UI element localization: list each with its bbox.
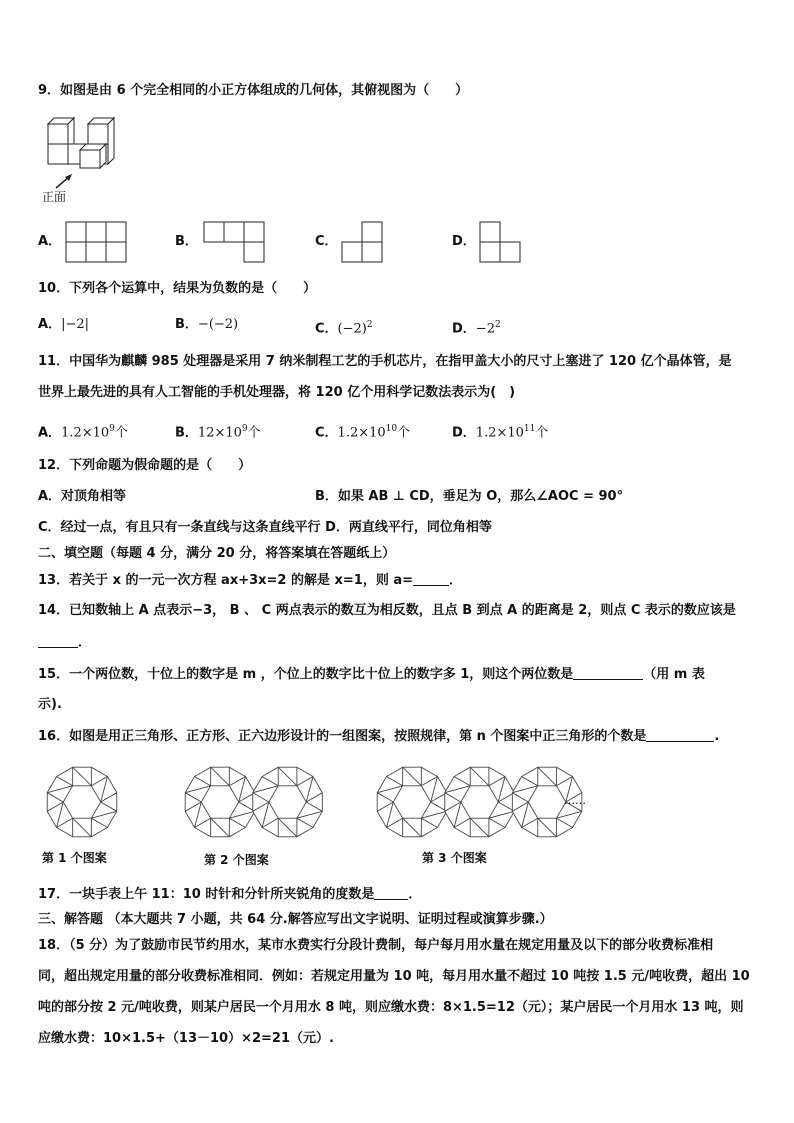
q9-option-a-figure (66, 222, 128, 264)
section-3-heading: 三、解答题 （本大题共 7 小题，共 64 分.解答应写出文字说明、证明过程或演算步骤.） (38, 912, 553, 927)
q11-option-d: D．$1.2\times 10^{11}$个 (452, 424, 549, 441)
q16: 16．如图是用正三角形、正方形、正六边形设计的一组图案，按照规律，第 n 个图案中正三角形的个数是 . (38, 729, 720, 744)
q9-option-a: A． (38, 234, 62, 249)
q18-line-3: 吨的部分按 2 元/吨收费，则某户居民一个月用水 8 吨，则应缴水费：8×1.5=12（元）；某户居民一个月用水 13 吨，则 (38, 1000, 744, 1015)
pattern-unit (253, 767, 323, 837)
pattern-1-caption: 第 1 个图案 (42, 851, 107, 865)
section-2-heading: 二、填空题（每题 4 分，满分 20 分，将答案填在答题纸上） (38, 546, 396, 561)
q16-answer-blank[interactable] (646, 727, 714, 742)
pattern-ellipsis: …… (564, 794, 586, 807)
q12-option-cd: C．经过一点，有且只有一条直线与这条直线平行 D．两直线平行，同位角相等 (38, 520, 492, 535)
pattern-unit (185, 767, 255, 837)
q17: 17．一块手表上午 11：10 时针和分针所夹锐角的度数是 ． (38, 887, 422, 902)
pattern-unit (47, 767, 117, 837)
pattern-2-caption: 第 2 个图案 (204, 853, 269, 867)
q15-line-2: 示). (38, 697, 62, 712)
q11-option-a: A．$1.2\times 10^9$个 (38, 424, 128, 441)
q15-line-1: 15．一个两位数，十位上的数字是 m ，个位上的数字比十位上的数字多 1，则这个两位数是 （用 m 表 (38, 667, 705, 682)
q18-line-1: 18．（5 分）为了鼓励市民节约用水，某市水费实行分段计费制，每户每月用水量在规定用量及以下的部分收费标准相 (38, 938, 714, 953)
q11-option-b: B．$12\times 10^9$个 (175, 424, 261, 441)
q18-line-4: 应缴水费：10×1.5+（13－10）×2=21（元）. (38, 1031, 334, 1046)
q18-line-2: 同，超出规定用量的部分收费标准相同．例如：若规定用量为 10 吨，每月用水量不超过 10 吨按 1.5 元/吨收费，超出 10 (38, 969, 750, 984)
pattern-3-caption: 第 3 个图案 (422, 851, 487, 865)
cube-solid-figure (44, 114, 128, 174)
q17-answer-blank[interactable] (374, 885, 408, 900)
pattern-1-figure (40, 762, 130, 842)
q14-blank-line: ． (38, 633, 91, 652)
q15-answer-blank[interactable] (573, 665, 643, 680)
q9-option-c-figure (342, 222, 384, 264)
q10-stem: 10．下列各个运算中，结果为负数的是（ ） (38, 281, 317, 296)
q10-option-c: C．$(-2)^2$ (315, 320, 373, 337)
q11-option-c: C．$1.2\times 10^{10}$个 (315, 424, 411, 441)
pattern-unit (445, 767, 515, 837)
pattern-unit (377, 767, 447, 837)
q13-answer-blank[interactable] (413, 571, 449, 586)
pattern-3-figure (370, 762, 555, 842)
q10-option-a: A．|−2| (38, 317, 89, 332)
q12-option-b: B．如果 AB ⊥ CD，垂足为 O，那么∠AOC = 90° (315, 489, 624, 504)
q9-option-b-figure (204, 222, 266, 264)
q9-stem: 9．如图是由 6 个完全相同的小正方体组成的几何体，其俯视图为（ ） (38, 83, 469, 98)
q14-text: 14．已知数轴上 A 点表示−3， B 、 C 两点表示的数互为相反数，且点 B 到点 A 的距离是 2，则点 C 表示的数应该是 (38, 603, 736, 618)
pattern-2-figure (178, 762, 308, 842)
q12-option-a: A．对顶角相等 (38, 489, 127, 504)
q13: 13．若关于 x 的一元一次方程 ax+3x=2 的解是 x=1，则 a= ． (38, 573, 463, 588)
q9-option-b: B． (175, 234, 198, 249)
q14-answer-blank[interactable] (38, 633, 78, 648)
q9-option-d: D． (452, 234, 476, 249)
q9-option-c: C． (315, 234, 338, 249)
q10-option-b: B．−(−2) (175, 317, 239, 332)
q11-line-2: 世界上最先进的具有人工智能的手机处理器，将 120 亿个用科学记数法表示为( ) (38, 385, 516, 400)
q10-option-d: D．$-2^2$ (452, 320, 501, 337)
q11-line-1: 11．中国华为麒麟 985 处理器是采用 7 纳米制程工艺的手机芯片，在指甲盖大小的尺寸上塞进了 120 亿个晶体管，是 (38, 354, 732, 369)
front-label: 正面 (42, 190, 67, 204)
q12-stem: 12．下列命题为假命题的是（ ） (38, 458, 252, 473)
q9-option-d-figure (480, 222, 522, 264)
